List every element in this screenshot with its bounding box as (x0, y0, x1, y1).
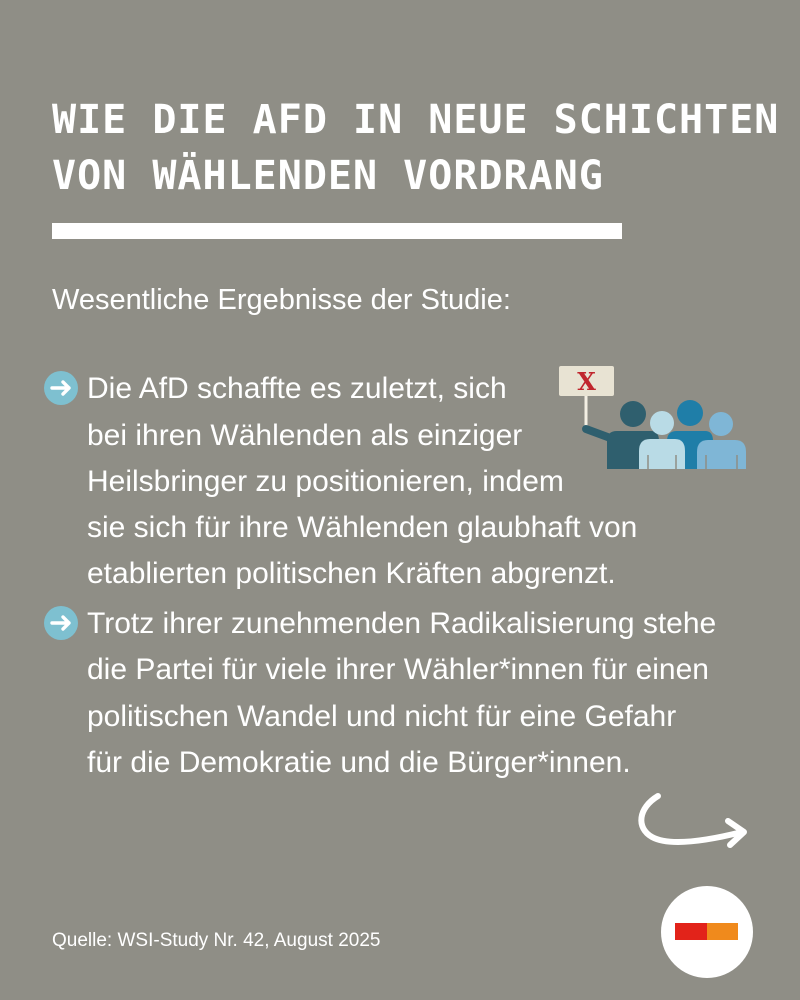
finding-1-line-2: bei ihren Wählenden als einziger (87, 419, 523, 452)
finding-1-line-5: etablierten politischen Kräften abgrenzt. (87, 557, 616, 590)
curved-arrow-icon (630, 790, 755, 865)
logo-red-block (675, 923, 707, 940)
arrow-right-icon (44, 606, 78, 640)
finding-1-line-4: sie sich für ihre Wählenden glaubhaft von (87, 511, 638, 544)
finding-2-line-2: die Partei für viele ihrer Wähler*innen für einen (87, 653, 709, 686)
logo-icon (661, 886, 753, 978)
logo-orange-block (707, 923, 738, 940)
title-line-2: VON WÄHLENDEN VORDRANG (52, 153, 604, 199)
finding-2-line-3: politischen Wandel und nicht für eine Gefahr (87, 700, 677, 733)
sign-mark: X (577, 367, 596, 396)
title-line-1: WIE DIE AFD IN NEUE SCHICHTEN (52, 97, 780, 143)
finding-1-line-1: Die AfD schaffte es zuletzt, sich (87, 372, 507, 405)
finding-2-line-4: für die Demokratie und die Bürger*innen. (87, 746, 631, 779)
subtitle: Wesentliche Ergebnisse der Studie: (52, 284, 511, 316)
arrow-right-icon (44, 371, 78, 405)
title-underline (52, 223, 622, 239)
finding-2-line-1: Trotz ihrer zunehmenden Radikalisierung stehe (87, 607, 717, 640)
page-title (52, 92, 780, 204)
finding-1-line-3: Heilsbringer zu positionieren, indem (87, 465, 564, 498)
source-note: Quelle: WSI-Study Nr. 42, August 2025 (52, 930, 381, 951)
crowd-with-sign-illustration (555, 363, 755, 475)
